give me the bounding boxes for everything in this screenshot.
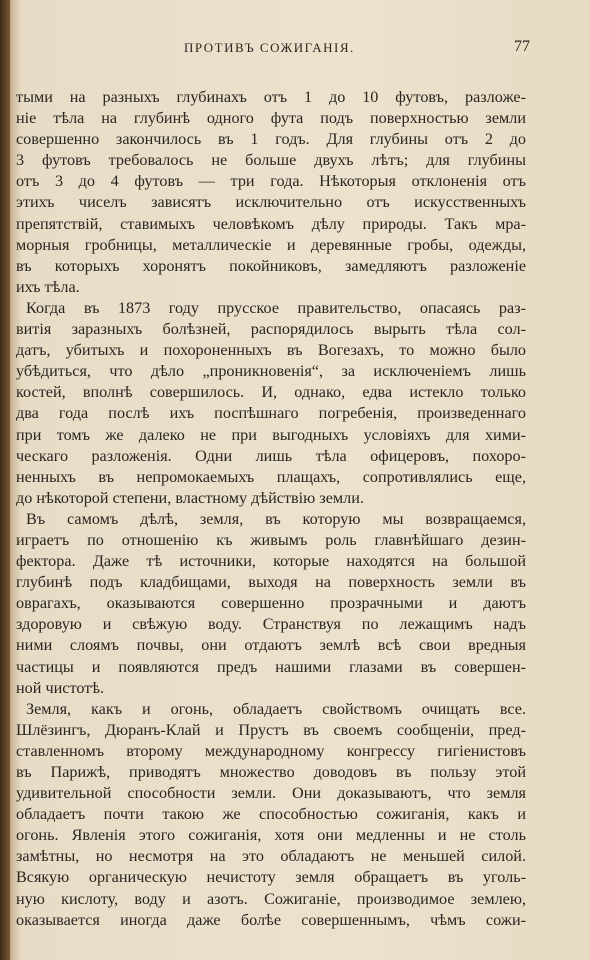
text-line: огонь. Явленія этого сожиганія, хотя они медленны и не столь xyxy=(16,826,526,845)
text-line: морныя гробницы, металлическіе и деревянные гробы, одежды, xyxy=(16,235,526,254)
text-line: костей, вполнѣ совершилось. И, однако, едва истекло только xyxy=(16,383,526,402)
text-line: ной чистотѣ. xyxy=(16,678,105,697)
text-line: оврагахъ, оказываются совершенно прозрачными и даютъ xyxy=(16,594,526,613)
book-gutter-edge xyxy=(0,0,10,960)
text-line: Земля, какъ и огонь, обладаетъ свойствомъ очищать все. xyxy=(26,699,526,718)
text-line: ческаго разложенія. Одни лишь тѣла офицеровъ, похоро- xyxy=(16,446,526,465)
text-line: въ Парижѣ, приводятъ множество доводовъ въ пользу этой xyxy=(16,763,526,781)
text-line: оказывается иногда даже болѣе совершеннымъ, чѣмъ сожи- xyxy=(16,910,526,929)
text-line: Всякую органическую нечистоту земля обращаетъ въ уголь- xyxy=(16,868,526,887)
page-header xyxy=(16,38,530,62)
text-line: два года послѣ ихъ поспѣшнаго погребенія, произведеннаго xyxy=(16,404,526,423)
text-line: замѣтны, но несмотря на это обладаютъ не меньшей силой. xyxy=(16,847,526,866)
text-line: датъ, убитыхъ и похороненныхъ въ Вогезахъ, то можно было xyxy=(16,341,526,360)
text-line: фектора. Даже тѣ источники, которые находятся на большой xyxy=(16,552,526,571)
text-line: Когда въ 1873 году прусское правительство, опасаясь раз- xyxy=(26,298,526,317)
text-line: ихъ тѣла. xyxy=(16,277,80,296)
text-line: удивительной способности земли. Они доказываютъ, что земля xyxy=(16,784,526,803)
text-line: частицы и появляются предъ нашими глазами въ совершен- xyxy=(16,657,526,676)
running-head: ПРОТИВЪ СОЖИГАНІЯ. xyxy=(184,40,355,55)
text-line: убѣдиться, что дѣло „проникновенія“, за исключеніемъ лишь xyxy=(16,362,526,381)
text-line: играетъ по отношенію къ живымъ роль главнѣйшаго дезин- xyxy=(16,530,526,549)
text-line: этихъ чиселъ зависятъ исключительно отъ искусственныхъ xyxy=(16,193,526,212)
text-line: до нѣкоторой степени, властному дѣйствію земли. xyxy=(16,488,364,507)
text-line: витія заразныхъ болѣзней, распорядилось вырыть тѣла сол- xyxy=(16,320,526,339)
text-line: ними слоямъ почвы, они отдаютъ землѣ всѣ свои вредныя xyxy=(16,636,526,655)
text-line: совершенно закончилось въ 1 годъ. Для глубины отъ 2 до xyxy=(16,130,526,149)
text-line: глубинѣ подъ кладбищами, выходя на поверхность земли въ xyxy=(16,573,526,592)
text-line: Шлёзингъ, Дюранъ-Клай и Прустъ въ своемъ сообщеніи, пред- xyxy=(16,720,526,739)
text-line: Въ самомъ дѣлѣ, земля, въ которую мы возвращаемся, xyxy=(26,509,526,528)
text-line: здоровую и свѣжую воду. Странствуя по лежащимъ надъ xyxy=(16,615,526,634)
text-line: въ которыхъ хоронятъ покойниковъ, замедляютъ разложеніе xyxy=(16,256,526,275)
text-line: ную кислоту, воду и азотъ. Сожиганіе, производимое землею, xyxy=(16,889,526,908)
text-line: ніе тѣла на глубинѣ одного фута подъ поверхностью земли xyxy=(16,109,526,128)
text-line: обладаетъ почти такою же способностью сожиганія, какъ и xyxy=(16,805,526,824)
text-line: 3 футовъ требовалось не больше двухъ лѣтъ; для глубины xyxy=(16,151,526,170)
page-number: 77 xyxy=(514,38,530,55)
text-line: отъ 3 до 4 футовъ — три года. Нѣкоторыя отклоненія отъ xyxy=(16,172,526,191)
text-line: тыми на разныхъ глубинахъ отъ 1 до 10 футовъ, разложе- xyxy=(16,88,526,106)
text-line: ненныхъ въ непромокаемыхъ плащахъ, сопротивлялись еще, xyxy=(16,467,526,486)
text-line: препятствій, ставимыхъ человѣкомъ дѣлу природы. Такъ мра- xyxy=(16,214,526,233)
text-line: при томъ же далеко не при выгодныхъ условіяхъ для хими- xyxy=(16,425,526,444)
body-text xyxy=(16,87,526,931)
text-line: ставленномъ второму международному конгрессу гигіенистовъ xyxy=(16,741,526,760)
